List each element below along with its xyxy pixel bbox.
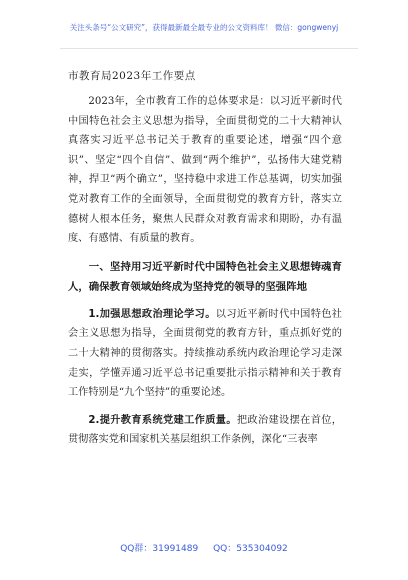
footer-qq-group: QQ群：31991489: [120, 544, 199, 554]
item-2-paragraph: [68, 411, 342, 450]
footer-contact: [0, 541, 408, 554]
item-1-title: 1.加强思想政治理论学习。: [88, 308, 216, 320]
item-1-paragraph: [68, 305, 342, 403]
header-banner: 关注头条号“公文研究”，获得最新最全最专业的公文资料库！ 微信：gongwenyj: [69, 23, 339, 32]
section-heading: 一、坚持用习近平新时代中国特色社会主义思想铸魂育人，确保教育领域始终成为坚持党的领导的坚强阵地: [68, 260, 342, 293]
item-1-body: 以习近平新时代中国特色社会主义思想为指导，全面贯彻党的教育方针，重点抓好党的二十大精神的贯彻落实。持续推动系统内政治理论学习走深走实，学懂弄通习近平总书记重要批示指示精神和关于教育工作特别是“九个坚持”的重要论述。: [68, 308, 342, 399]
item-2-title: 2.提升教育系统党建工作质量。: [88, 414, 237, 426]
header-divider: [60, 48, 358, 49]
intro-paragraph: 2023年，全市教育工作的总体要求是：以习近平新时代中国特色社会主义思想为指导，全面贯彻党的二十大精神认真落实习近平总书记关于教育的重要论述，增强“四个意识”、坚定“四个自信”、做到“两个维护”，弘扬伟大建党精神，捍卫“两个确立”，坚持稳中求进工作总基调，切实加强党对教育工作的全面领导，全面贯彻党的教育方针，落实立德树人根本任务，聚焦人民群众对教育需求和期盼，办有温度、有感情、有质量的教育。: [68, 96, 342, 245]
document-title: 市教育局2023年工作要点: [68, 70, 196, 82]
document-body: [68, 92, 342, 450]
item-2-body: 把政治建设摆在首位，贯彻落实党和国家机关基层组织工作条例，深化“三表率: [68, 414, 342, 446]
footer-qq: QQ：535304092: [213, 544, 288, 554]
